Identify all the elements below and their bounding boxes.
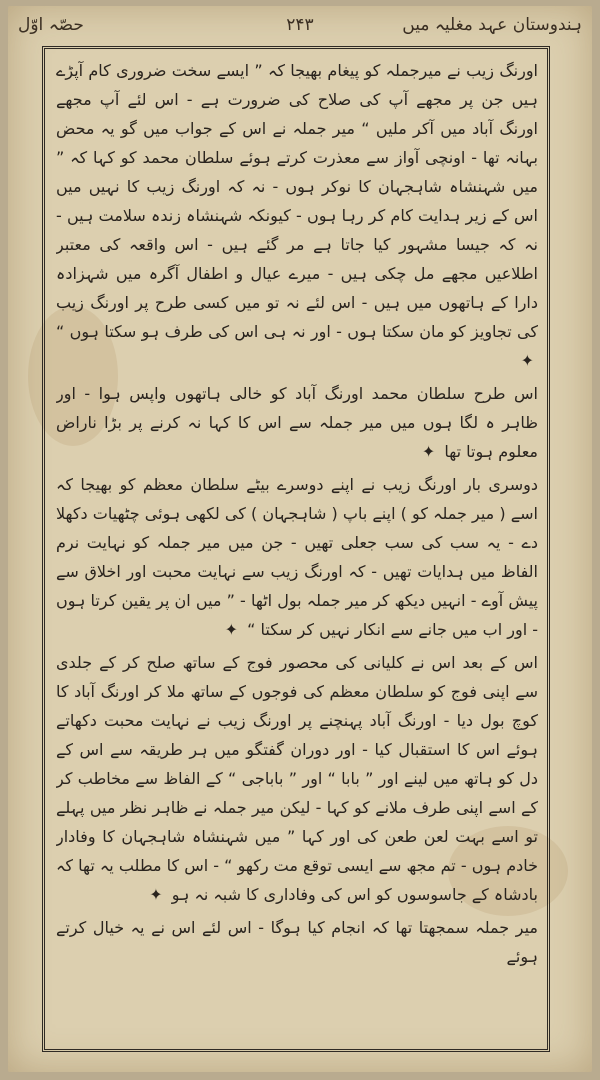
paragraph-text: اس کے بعد اس نے کلیانی کی محصور فوج کے ساتھ صلح کر کے جلدی سے اپنی فوج کو سلطان معظم کی فوجوں کے ساتھ ملا کر اورنگ آباد کا کوچ بول دیا - اورنگ آباد پہنچنے پر اورنگ زیب نے نہایت محبت دکھاتے ہوئے اس کا استقبال کیا - اور دوران گفتگو میں ہر طریقہ سے اس کے دل کو ہاتھ میں لینے اور ” بابا “ اور ” باباجی “ کے الفاظ سے مخاطب کر کے اسے اپنی طرف ملانے کو کہا - لیکن میر جملہ نے ظاہر نظر میں پہلے تو اسے بہت لعن طعن کی اور کہا ” میں شہنشاہ شاہجہان کا وفادار خادم ہوں - تم مجھ سے ایسی توقع مت رکھو “ - اس کا مطلب یہ تھا کہ بادشاہ کے جاسوسوں کو اس کی وفاداری کا شبہ نہ ہو [56, 653, 538, 904]
paragraph-text: اس طرح سلطان محمد اورنگ آباد کو خالی ہاتھوں واپس ہوا - اور ظاہر ہ لگا ہوں میں میر جملہ سے اس کا کہا نہ کرنے پر بڑا ناراض معلوم ہوتا تھا [56, 384, 538, 461]
paragraph-5 [56, 913, 538, 971]
running-title: ہندوستان عہد مغلیہ میں [402, 15, 582, 35]
paragraph-end-mark: ✦ [149, 885, 163, 904]
paragraph-1 [56, 56, 538, 375]
paragraph-end-mark: ✦ [520, 351, 534, 370]
part-label: حصّہ اوّل [18, 15, 84, 35]
paragraph-end-mark: ✦ [421, 442, 436, 461]
page-number: ۲۴۳ [286, 15, 314, 35]
paragraph-text: میر جملہ سمجھتا تھا کہ انجام کیا ہوگا - اس لئے اس نے یہ خیال کرتے ہوئے [56, 918, 538, 966]
paragraph-text: دوسری بار اورنگ زیب نے اپنے دوسرے بیٹے سلطان معظم کو بھیجا کہ اسے ( میر جملہ کو ) اپنے باپ ( شاہجہان ) کی لکھی ہوئی چٹھیات دکھلا دے - یہ سب کی سب جعلی تھیں - جن میں میر جملہ کو نہایت نرم الفاظ میں ہدایات تھیں - کہ اورنگ زیب سے نہایت محبت اور اخلاق سے پیش آوے - انہیں دیکھ کر میر جملہ بول اٹھا - ” میں ان پر یقین کرتا ہوں - اور اب میں جانے سے انکار نہیں کر سکتا “ [56, 475, 538, 639]
paragraph-3 [56, 470, 538, 644]
body-text [56, 56, 538, 1042]
paragraph-end-mark: ✦ [224, 620, 239, 639]
paragraph-4 [56, 648, 538, 909]
page-header [18, 10, 582, 40]
paragraph-text: اورنگ زیب نے میرجملہ کو پیغام بھیجا کہ ” ایسے سخت ضروری کام آپڑے ہیں جن پر مجھے آپ کی صلاح کی ضرورت ہے - اس لئے آپ مجھے اورنگ آباد میں آکر ملیں “ میر جملہ نے اس کے جواب میں گو یہ محض بہانہ تھا - اونچی آواز سے معذرت کرتے ہوئے سلطان محمد کو کہا کہ ” میں شہنشاہ شاہجہان کا نوکر ہوں - نہ کہ اورنگ زیب کا نہیں میں اس کے زیر ہدایت کام کر رہا ہوں - کیونکہ شہنشاہ زندہ سلامت ہیں - نہ کہ جیسا مشہور کیا جاتا ہے مر گئے ہیں - اس واقعہ کی معتبر اطلاعیں مجھے مل چکی ہیں - میرے عیال و اطفال آگرہ میں شہزادہ دارا کے ہاتھوں میں ہیں - اس لئے نہ تو میں کسی طرح پر اورنگ زیب کی تجاویز کو مان سکتا ہوں - اور نہ ہی اس کی طرف ہو سکتا ہوں “ [56, 61, 538, 341]
paragraph-2 [56, 379, 538, 466]
